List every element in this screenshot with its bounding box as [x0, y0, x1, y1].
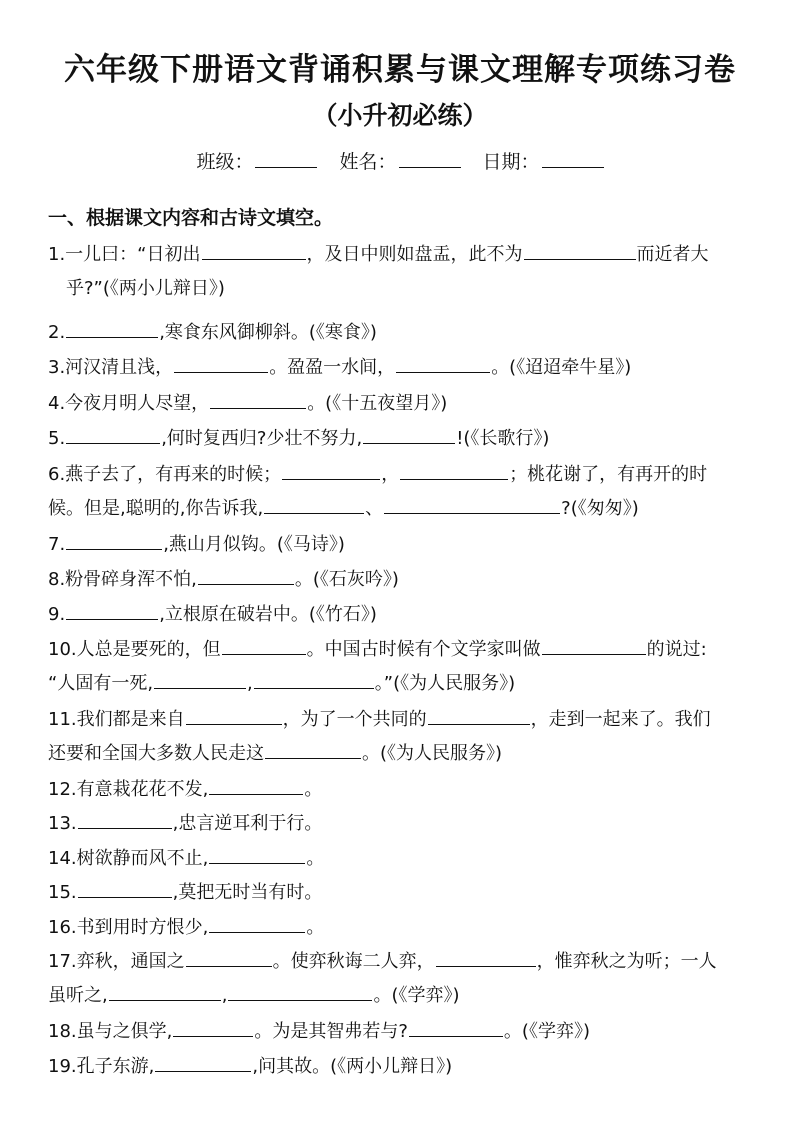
answer-blank[interactable] — [186, 946, 272, 967]
question-16 — [48, 911, 760, 945]
answer-blank[interactable] — [78, 808, 172, 829]
question-7 — [48, 528, 760, 562]
question-10 — [48, 633, 760, 701]
q11-text-d: 还要和全国大多数人民走这 — [48, 743, 264, 764]
answer-blank[interactable] — [202, 239, 306, 260]
date-field — [483, 147, 604, 174]
answer-blank[interactable] — [396, 352, 490, 373]
q1-text-c: 而近者大 — [636, 244, 709, 265]
q5-text-b: ,何时复西归?少壮不努力, — [161, 428, 363, 449]
answer-blank[interactable] — [186, 704, 282, 725]
name-field — [339, 147, 460, 174]
q10-text-f: 。”(《为人民服务》) — [374, 673, 516, 694]
q7-text-b: ,燕山月似钩。(《马诗》) — [163, 534, 345, 555]
answer-blank[interactable] — [198, 564, 294, 585]
q6-text-e: 、 — [365, 498, 384, 519]
q14-text-b: 。 — [306, 848, 325, 869]
q8-text-b: 。(《石灰吟》) — [294, 569, 399, 590]
question-13 — [48, 807, 760, 841]
answer-blank[interactable] — [428, 704, 530, 725]
question-1 — [48, 238, 760, 306]
question-12 — [48, 773, 760, 807]
answer-blank[interactable] — [209, 912, 305, 933]
answer-blank[interactable] — [173, 1016, 253, 1037]
q6-text-a: 6.燕子去了，有再来的时候； — [48, 464, 282, 485]
class-field — [196, 147, 317, 174]
answer-blank[interactable] — [282, 459, 380, 480]
q14-text-a: 14.树欲静而风不止, — [48, 848, 209, 869]
q17-text-e: , — [221, 985, 228, 1006]
answer-blank[interactable] — [400, 459, 508, 480]
q11-text-c: ，走到一起来了。我们 — [530, 709, 711, 730]
q15-text-b: ,莫把无时当有时。 — [172, 882, 323, 903]
q3-text-b: 。盈盈一水间， — [269, 357, 396, 378]
q2-text-b: ,寒食东风御柳斜。(《寒食》) — [159, 322, 377, 343]
answer-blank[interactable] — [228, 980, 372, 1001]
answer-blank[interactable] — [155, 1051, 251, 1072]
answer-blank[interactable] — [78, 877, 172, 898]
question-6 — [48, 458, 760, 526]
answer-blank[interactable] — [265, 738, 361, 759]
question-17 — [48, 945, 760, 1013]
q9-text-a: 9. — [48, 604, 66, 625]
q5-text-a: 5. — [48, 428, 66, 449]
answer-blank[interactable] — [210, 388, 306, 409]
date-label: 日期： — [482, 151, 540, 173]
q18-text-a: 18.虽与之俱学, — [48, 1021, 173, 1042]
student-info-row — [0, 147, 800, 174]
answer-blank[interactable] — [409, 1016, 503, 1037]
q2-text-a: 2. — [48, 322, 66, 343]
answer-blank[interactable] — [436, 946, 536, 967]
q6-text-f: ?(《匆匆》) — [561, 498, 639, 519]
q13-text-a: 13. — [48, 813, 77, 834]
q13-text-b: ,忠言逆耳利于行。 — [172, 813, 323, 834]
answer-blank[interactable] — [109, 980, 221, 1001]
q5-text-c: !(《长歌行》) — [456, 428, 550, 449]
q10-text-d: “人固有一死, — [48, 673, 154, 694]
q11-text-b: ，为了一个共同的 — [282, 709, 427, 730]
answer-blank[interactable] — [154, 668, 246, 689]
question-15 — [48, 876, 760, 910]
q6-text-d: 候。但是,聪明的,你告诉我, — [48, 498, 264, 519]
page-subtitle: （小升初必练） — [312, 101, 488, 130]
name-label: 姓名： — [339, 151, 397, 173]
q9-text-b: ,立根原在破岩中。(《竹石》) — [159, 604, 377, 625]
question-2 — [48, 316, 760, 350]
date-blank[interactable] — [542, 149, 604, 168]
answer-blank[interactable] — [222, 634, 306, 655]
question-4 — [48, 387, 760, 421]
q19-text-a: 19.孔子东游, — [48, 1056, 155, 1077]
q17-text-b: 。使弈秋诲二人弈， — [272, 951, 435, 972]
question-5 — [48, 422, 760, 456]
q16-text-a: 16.书到用时方恨少, — [48, 917, 209, 938]
q3-text-a: 3.河汉清且浅， — [48, 357, 174, 378]
q1-text-b: ，及日中则如盘盂，此不为 — [306, 244, 523, 265]
answer-blank[interactable] — [254, 668, 374, 689]
class-label: 班级： — [196, 151, 254, 173]
q12-text-b: 。 — [304, 779, 323, 800]
question-8 — [48, 563, 760, 597]
q6-text-b: ， — [381, 464, 400, 485]
section-heading: 一、根据课文内容和古诗文填空。 — [48, 207, 334, 229]
question-18 — [48, 1015, 760, 1049]
answer-blank[interactable] — [174, 352, 268, 373]
q17-text-c: ，惟弈秋之为听；一人 — [536, 951, 717, 972]
answer-blank[interactable] — [264, 493, 364, 514]
answer-blank[interactable] — [66, 599, 158, 620]
answer-blank[interactable] — [363, 423, 455, 444]
q18-text-b: 。为是其智弗若与? — [254, 1021, 408, 1042]
q12-text-a: 12.有意栽花花不发, — [48, 779, 209, 800]
q17-text-a: 17.弈秋，通国之 — [48, 951, 185, 972]
q8-text-a: 8.粉骨碎身浑不怕, — [48, 569, 197, 590]
q7-text-a: 7. — [48, 534, 66, 555]
answer-blank[interactable] — [209, 774, 303, 795]
question-14 — [48, 842, 760, 876]
question-3 — [48, 351, 760, 385]
answer-blank[interactable] — [66, 317, 158, 338]
answer-blank[interactable] — [209, 843, 305, 864]
q17-text-f: 。(《学弈》) — [373, 985, 460, 1006]
q10-text-c: 的说过: — [646, 639, 707, 660]
answer-blank[interactable] — [66, 423, 160, 444]
q1-text-a: 1.一儿曰：“日初出 — [48, 244, 201, 265]
page-title: 六年级下册语文背诵积累与课文理解专项练习卷 — [64, 52, 736, 88]
q1-text-d: 乎?”(《两小儿辩日》) — [66, 278, 225, 299]
q10-text-b: 。中国古时候有个文学家叫做 — [306, 639, 541, 660]
q6-text-c: ；桃花谢了，有再开的时 — [509, 464, 708, 485]
name-blank[interactable] — [399, 149, 461, 168]
q10-text-a: 10.人总是要死的，但 — [48, 639, 221, 660]
q19-text-b: ,问其故。(《两小儿辩日》) — [252, 1056, 453, 1077]
q11-text-a: 11.我们都是来自 — [48, 709, 185, 730]
question-9 — [48, 598, 760, 632]
question-19 — [48, 1050, 760, 1084]
q3-text-c: 。(《迢迢牵牛星》) — [491, 357, 632, 378]
question-11 — [48, 703, 760, 771]
answer-blank[interactable] — [524, 239, 636, 260]
q10-text-e: , — [247, 673, 253, 694]
q4-text-b: 。(《十五夜望月》) — [307, 393, 448, 414]
q4-text-a: 4.今夜月明人尽望， — [48, 393, 210, 414]
q16-text-b: 。 — [306, 917, 325, 938]
q11-text-e: 。(《为人民服务》) — [362, 743, 503, 764]
answer-blank[interactable] — [66, 529, 162, 550]
class-blank[interactable] — [255, 149, 317, 168]
answer-blank[interactable] — [384, 493, 560, 514]
q18-text-c: 。(《学弈》) — [503, 1021, 590, 1042]
q15-text-a: 15. — [48, 882, 77, 903]
q17-text-d: 虽听之, — [48, 985, 108, 1006]
answer-blank[interactable] — [542, 634, 646, 655]
